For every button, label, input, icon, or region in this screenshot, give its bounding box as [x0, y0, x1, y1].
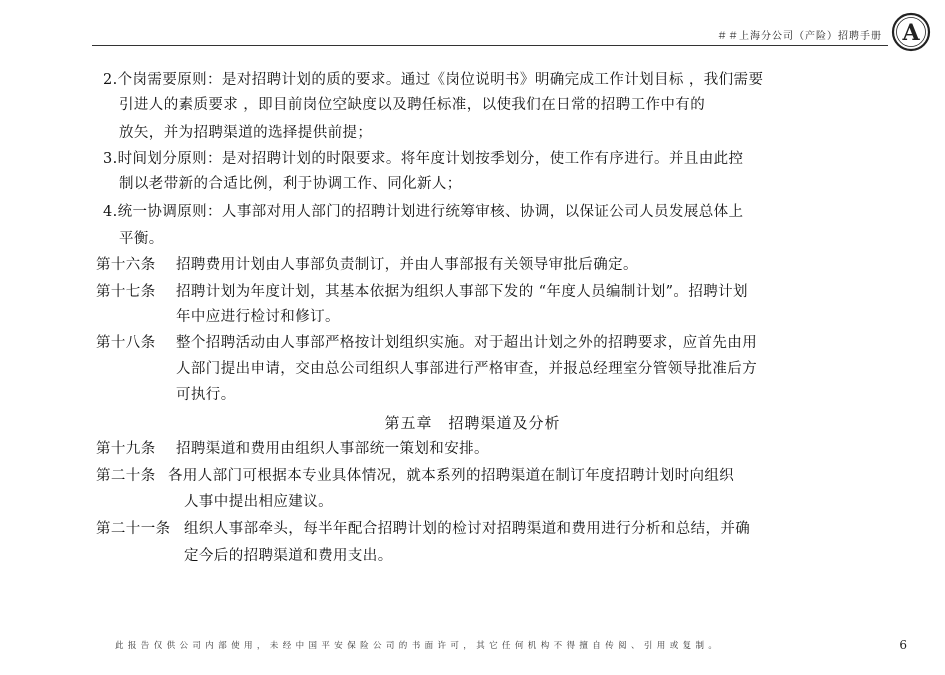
- article-16-line-1: 招聘费用计划由人事部负责制订，并由人事部报有关领导审批后确定。: [176, 257, 638, 273]
- article-17-label: 第十七条: [96, 284, 156, 300]
- item-3-line-2: 制以老带新的合适比例，利于协调工作、同化新人；: [119, 176, 462, 192]
- page-number: 6: [899, 638, 907, 652]
- item-4-line-1: 4.统一协调原则：人事部对用人部门的招聘计划进行统筹审核、协调，以保证公司人员发展总体上: [103, 204, 744, 220]
- item-4-line-2: 平衡。: [119, 231, 164, 247]
- header-title: ＃＃上海分公司（产险）招聘手册: [717, 31, 882, 42]
- article-19-line-1: 招聘渠道和费用由组织人事部统一策划和安排。: [176, 441, 489, 457]
- article-17-line-1: 招聘计划为年度计划，其基本依据为组织人事部下发的 “年度人员编制计划”。招聘计划: [176, 284, 748, 300]
- article-19-label: 第十九条: [96, 441, 156, 457]
- chapter-heading: 第五章 招聘渠道及分析: [384, 414, 561, 432]
- confidentiality-notice: 此报告仅供公司内部使用，未经中国平安保险公司的书面许可，其它任何机构不得擅自传阅、引用或复制。: [115, 641, 722, 651]
- svg-text:A: A: [902, 20, 920, 46]
- item-2-line-3: 放矢，并为招聘渠道的选择提供前提；: [119, 125, 373, 141]
- article-18-line-3: 可执行。: [176, 387, 236, 403]
- article-20-line-1: 各用人部门可根据本专业具体情况，就本系列的招聘渠道在制订年度招聘计划时向组织: [168, 468, 735, 484]
- article-21-line-1: 组织人事部牵头，每半年配合招聘计划的检讨对招聘渠道和费用进行分析和总结，并确: [184, 521, 751, 537]
- article-17-line-2: 年中应进行检讨和修订。: [176, 309, 340, 325]
- article-20-line-2: 人事中提出相应建议。: [184, 494, 333, 510]
- company-logo-icon: [891, 12, 931, 52]
- header-rule: [92, 45, 888, 46]
- article-18-line-2: 人部门提出申请，交由总公司组织人事部进行严格审查，并报总经理室分管领导批准后方: [176, 361, 758, 377]
- item-2-line-2: 引进人的素质要求 ，即目前岗位空缺度以及聘任标准，以使我们在日常的招聘工作中有的: [119, 97, 706, 113]
- article-21-label: 第二十一条: [96, 521, 171, 537]
- article-21-line-2: 定今后的招聘渠道和费用支出。: [184, 548, 393, 564]
- item-2-line-1: 2.个岗需要原则：是对招聘计划的质的要求。通过《岗位说明书》明确完成工作计划目标 ，我们需要: [103, 72, 764, 88]
- item-3-line-1: 3.时间划分原则：是对招聘计划的时限要求。将年度计划按季划分，使工作有序进行。并且由此控: [103, 151, 744, 167]
- article-20-label: 第二十条: [96, 468, 156, 484]
- article-18-label: 第十八条: [96, 335, 156, 351]
- article-16-label: 第十六条: [96, 257, 156, 273]
- article-18-line-1: 整个招聘活动由人事部严格按计划组织实施。对于超出计划之外的招聘要求，应首先由用: [176, 335, 758, 351]
